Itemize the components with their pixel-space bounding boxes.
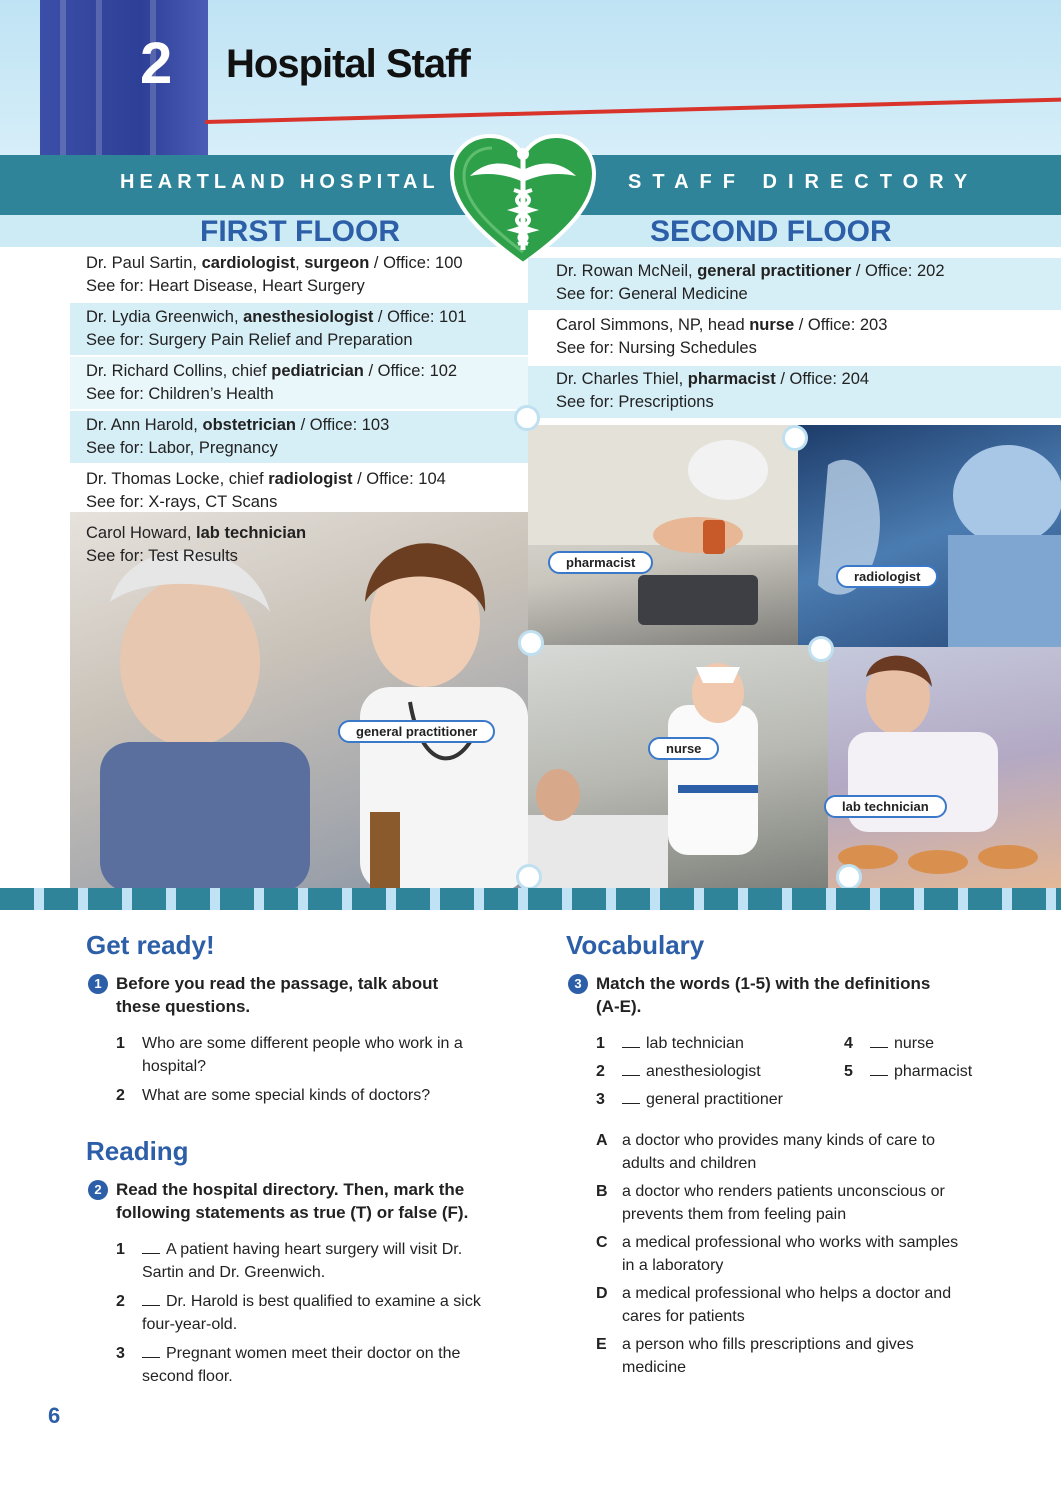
directory-entry-collins: Dr. Richard Collins, chief pediatrician / Office: 102 See for: Children’s Health	[86, 362, 458, 403]
exercise-1-instruction: Before you read the passage, talk about these questions.	[116, 974, 439, 1016]
decorative-strip	[0, 888, 1061, 910]
definition-item: A a doctor who provides many kinds of care to adults and children	[596, 1132, 936, 1172]
photo-radiologist	[798, 425, 1061, 647]
photo-general-practitioner	[70, 512, 528, 892]
definition-item: B a doctor who renders patients unconscious or prevents them from feeling pain	[596, 1183, 945, 1223]
definition-item: E a person who fills prescriptions and gives medicine	[596, 1336, 914, 1376]
vocab-word[interactable]: 3 general practitioner	[596, 1091, 783, 1108]
directory-entry-thiel: Dr. Charles Thiel, pharmacist / Office: 204 See for: Prescriptions	[556, 370, 870, 411]
question-item: 2 What are some special kinds of doctors?	[116, 1087, 431, 1104]
exercise-3-instruction: Match the words (1-5) with the definitions (A-E).	[596, 974, 931, 1016]
exercise-3-number: 3	[568, 974, 588, 994]
directory-entry-simmons: Carol Simmons, NP, head nurse / Office: 203 See for: Nursing Schedules	[556, 316, 888, 357]
vocab-word[interactable]: 4 nurse	[844, 1035, 935, 1052]
directory-entry-locke: Dr. Thomas Locke, chief radiologist / Office: 104 See for: X-rays, CT Scans	[86, 470, 446, 511]
vocab-word[interactable]: 2 anesthesiologist	[596, 1063, 761, 1080]
directory-entry-howard: Carol Howard, lab technician See for: Test Results	[86, 524, 307, 565]
label-nurse: nurse	[648, 737, 719, 760]
exercise-2-number: 2	[88, 1180, 108, 1200]
true-false-item[interactable]: 2 Dr. Harold is best qualified to examine a sick four-year-old.	[116, 1293, 481, 1333]
hospital-name: HEARTLAND HOSPITAL	[120, 171, 440, 193]
label-general-practitioner: general practitioner	[338, 720, 495, 743]
caduceus-heart-icon	[448, 132, 598, 267]
unit-title: Hospital Staff	[226, 42, 470, 86]
vocab-word[interactable]: 1 lab technician	[596, 1035, 744, 1052]
photo-nurse	[528, 645, 828, 890]
true-false-item[interactable]: 1 A patient having heart surgery will visit Dr. Sartin and Dr. Greenwich.	[116, 1241, 463, 1281]
definition-item: D a medical professional who helps a doctor and cares for patients	[596, 1285, 952, 1325]
reading-heading: Reading	[86, 1136, 189, 1166]
photo-lab-technician	[828, 647, 1061, 890]
get-ready-heading: Get ready!	[86, 930, 215, 960]
directory-entry-mcneil: Dr. Rowan McNeil, general practitioner / Office: 202 See for: General Medicine	[556, 262, 945, 303]
exercise-1-number: 1	[88, 974, 108, 994]
question-item: 1 Who are some different people who work in a hospital?	[116, 1035, 463, 1075]
directory-title: STAFF DIRECTORY	[628, 171, 979, 193]
exercise-2-instruction: Read the hospital directory. Then, mark the following statements as true (T) or false (F).	[116, 1180, 469, 1222]
unit-number: 2	[140, 31, 173, 96]
true-false-item[interactable]: 3 Pregnant women meet their doctor on the second floor.	[116, 1345, 461, 1385]
photo-pharmacist	[528, 425, 798, 645]
label-radiologist: radiologist	[836, 565, 938, 588]
label-lab-technician: lab technician	[824, 795, 947, 818]
first-floor-heading: FIRST FLOOR	[200, 215, 400, 248]
vocabulary-heading: Vocabulary	[566, 930, 705, 960]
second-floor-heading: SECOND FLOOR	[650, 215, 892, 248]
directory-entry-greenwich: Dr. Lydia Greenwich, anesthesiologist / Office: 101 See for: Surgery Pain Relief and Preparation	[86, 308, 467, 349]
vocab-word[interactable]: 5 pharmacist	[844, 1063, 973, 1080]
directory-entry-harold: Dr. Ann Harold, obstetrician / Office: 103 See for: Labor, Pregnancy	[86, 416, 390, 457]
label-pharmacist: pharmacist	[548, 551, 653, 574]
directory-entry-sartin: Dr. Paul Sartin, cardiologist, surgeon / Office: 100 See for: Heart Disease, Heart Surgery	[86, 254, 463, 295]
definition-item: C a medical professional who works with samples in a laboratory	[596, 1234, 959, 1274]
page-number: 6	[48, 1403, 61, 1428]
unit-number-tab	[40, 0, 208, 155]
